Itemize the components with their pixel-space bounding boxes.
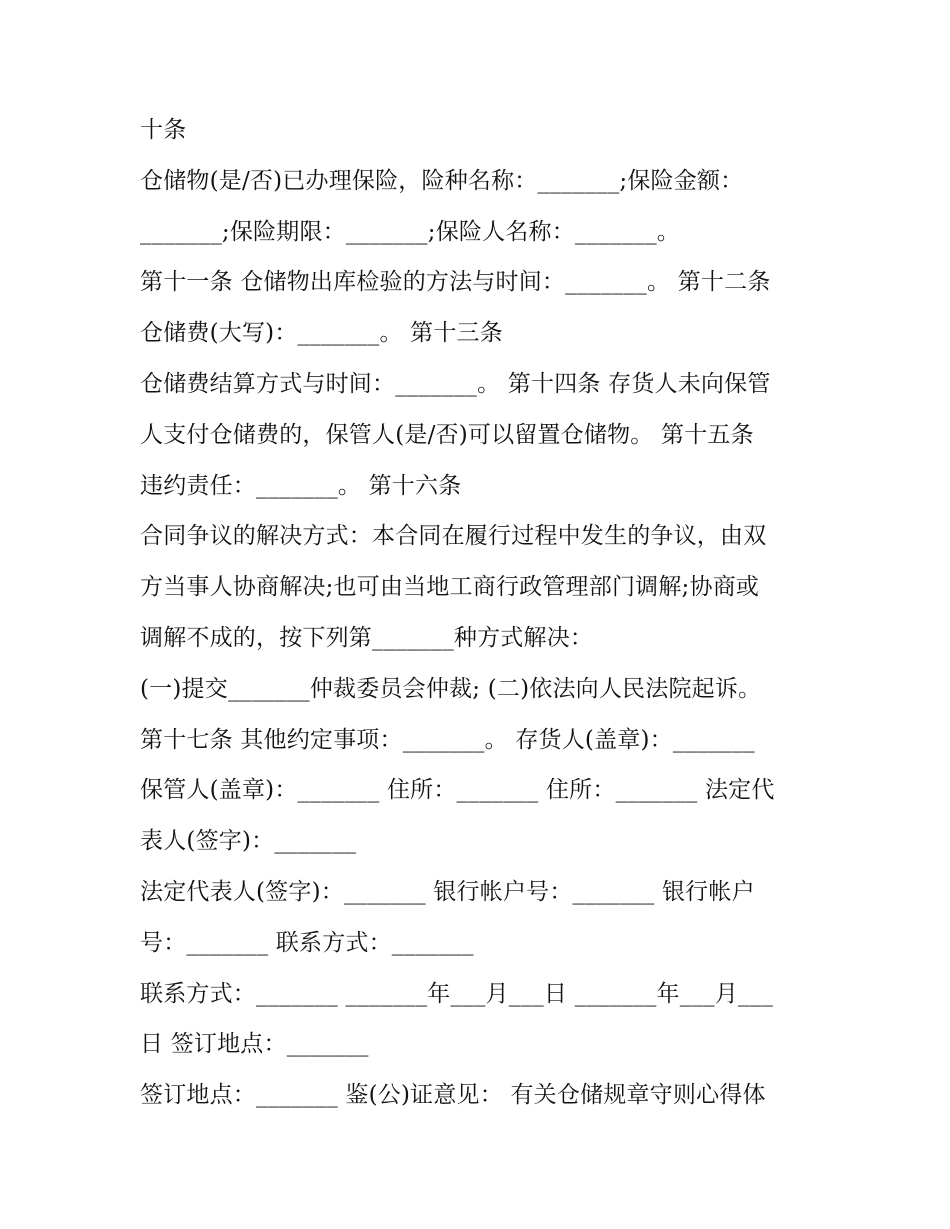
text-line-14: 保管人(盖章)：_______ 住所：_______ 住所：_______ 法定代 — [140, 777, 775, 804]
text-line-18: 联系方式：_______ _______年___月___日 _______年___月___ — [140, 980, 774, 1007]
text-line-17: 号：_______ 联系方式：_______ — [140, 929, 474, 956]
text-line-19: 日 签订地点：_______ — [140, 1031, 369, 1058]
text-line-15: 表人(签字)：_______ — [140, 828, 357, 855]
contract-text — [140, 109, 820, 1125]
text-line-8: 违约责任：_______。 第十六条 — [140, 472, 462, 499]
text-line-7: 人支付仓储费的，保管人(是/否)可以留置仓储物。 第十五条 — [140, 421, 754, 448]
text-line-20: 签订地点：_______ 鉴(公)证意见： 有关仓储规章守则心得体 — [140, 1082, 766, 1109]
text-line-2: 仓储物(是/否)已办理保险，险种名称：_______;保险金额： — [140, 167, 744, 194]
text-line-4: 第十一条 仓储物出库检验的方法与时间：_______。 第十二条 — [140, 269, 771, 296]
text-line-3: _______;保险期限：_______;保险人名称：_______。 — [140, 218, 680, 245]
text-line-5: 仓储费(大写)：_______。 第十三条 — [140, 320, 503, 347]
text-line-1: 十条 — [140, 117, 187, 143]
text-line-11: 调解不成的，按下列第_______种方式解决： — [140, 624, 594, 651]
text-line-6: 仓储费结算方式与时间：_______。 第十四条 存货人未向保管 — [140, 370, 771, 397]
text-line-16: 法定代表人(签字)：_______ 银行帐户号：_______ 银行帐户 — [140, 878, 755, 905]
text-line-10: 方当事人协商解决;也可由当地工商行政管理部门调解;协商或 — [140, 574, 760, 601]
text-line-9: 合同争议的解决方式：本合同在履行过程中发生的争议，由双 — [140, 523, 767, 550]
text-line-12: (一)提交_______仲裁委员会仲裁; (二)依法向人民法院起诉。 — [140, 675, 762, 702]
text-line-13: 第十七条 其他约定事项：_______。 存货人(盖章)：_______ — [140, 726, 755, 753]
